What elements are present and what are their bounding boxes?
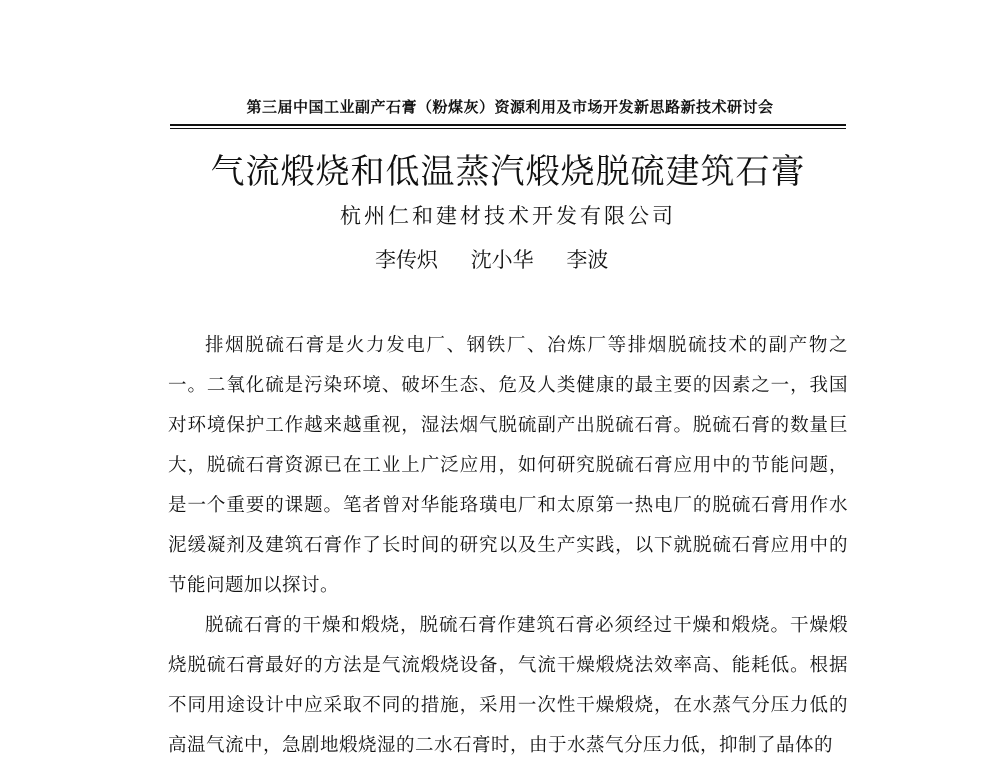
conference-header: 第三届中国工业副产石膏（粉煤灰）资源利用及市场开发新思路新技术研讨会 xyxy=(246,98,774,116)
author-list xyxy=(375,244,665,274)
header-rule-thick xyxy=(170,124,846,126)
author-name: 李传炽 xyxy=(375,248,438,272)
author-name: 沈小华 xyxy=(470,248,534,272)
body-text xyxy=(168,326,848,766)
organization: 杭州仁和建材技术开发有限公司 xyxy=(340,204,676,228)
paragraph: 排烟脱硫石膏是火力发电厂、钢铁厂、冶炼厂等排烟脱硫技术的副产物之一。二氧化硫是污染环境、破坏生态、危及人类健康的最主要的因素之一，我国对环境保护工作越来越重视，湿法烟气脱硫副产出脱硫石膏。脱硫石膏的数量巨大，脱硫石膏资源已在工业上广泛应用，如何研究脱硫石膏应用中的节能问题，是一个重要的课题。笔者曾对华能珞璜电厂和太原第一热电厂的脱硫石膏用作水泥缓凝剂及建筑石膏作了长时间的研究以及生产实践，以下就脱硫石膏应用中的节能问题加以探讨。 xyxy=(168,335,848,596)
author-name: 李波 xyxy=(566,248,609,272)
paper-title: 气流煅烧和低温蒸汽煅烧脱硫建筑石膏 xyxy=(210,152,806,192)
header-rule-thin xyxy=(170,128,846,129)
paragraph: 脱硫石膏的干燥和煅烧，脱硫石膏作建筑石膏必须经过干燥和煅烧。干燥煅烧脱硫石膏最好的方法是气流煅烧设备，气流干燥煅烧法效率高、能耗低。根据不同用途设计中应采取不同的措施，采用一次性干燥煅烧，在水蒸气分压力低的高温气流中，急剧地煅烧湿的二水石膏时，由于水蒸气分压力低，抑制了晶体的 xyxy=(168,615,848,756)
